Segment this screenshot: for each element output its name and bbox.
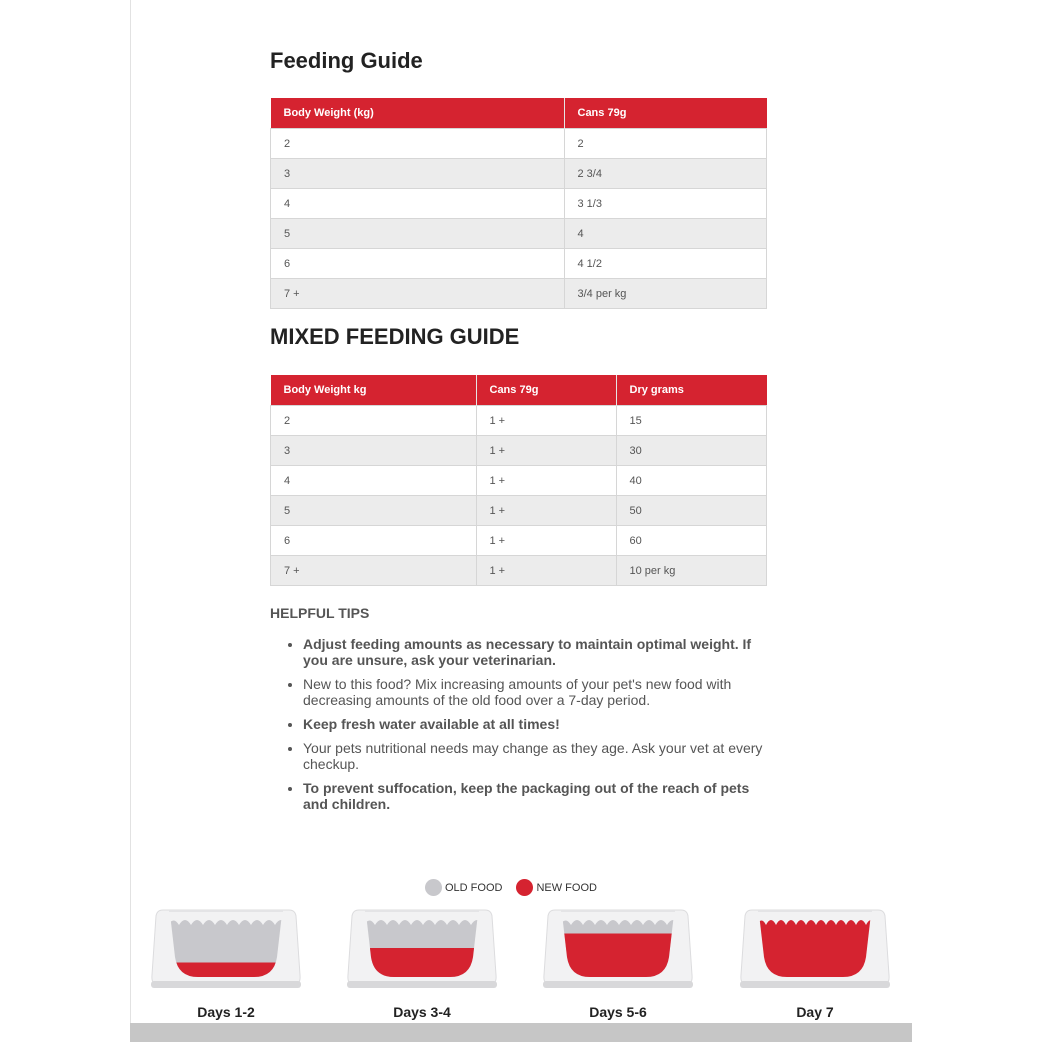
table-cell: 1 + bbox=[476, 406, 616, 436]
table-row bbox=[271, 159, 767, 189]
table-header-row bbox=[271, 98, 767, 129]
table-cell: 1 + bbox=[476, 526, 616, 556]
table-cell: 5 bbox=[271, 496, 477, 526]
table-cell: 3 1/3 bbox=[564, 189, 767, 219]
table-cell: 2 bbox=[271, 406, 477, 436]
table-cell: 2 3/4 bbox=[564, 159, 767, 189]
feeding-guide-table bbox=[270, 98, 767, 309]
mixed-feeding-guide-title: MIXED FEEDING GUIDE bbox=[270, 324, 520, 349]
food-bowl-1 bbox=[149, 905, 303, 993]
legend-label: NEW FOOD bbox=[536, 881, 597, 894]
table-row bbox=[271, 279, 767, 309]
legend-new-food bbox=[516, 879, 597, 896]
table-cell: 3 bbox=[271, 436, 477, 466]
table-cell: 4 bbox=[271, 189, 565, 219]
table-cell: 7 + bbox=[271, 556, 477, 586]
table-cell: 50 bbox=[616, 496, 767, 526]
bowl-base bbox=[151, 981, 301, 988]
tip-item: • New to this food? Mix increasing amounts of your pet's new food with decreasing amounts of the old food over a 7-day period. bbox=[303, 676, 767, 708]
table-cell: 60 bbox=[616, 526, 767, 556]
table-cell: 2 bbox=[271, 129, 565, 159]
table-cell: 3 bbox=[271, 159, 565, 189]
legend-old-food bbox=[425, 879, 502, 896]
new-food-dot-icon bbox=[516, 879, 533, 896]
header-cell: Dry grams bbox=[616, 375, 767, 406]
table-cell: 5 bbox=[271, 219, 565, 249]
tips-list bbox=[270, 636, 767, 820]
old-food-dot-icon bbox=[425, 879, 442, 896]
table-cell: 4 1/2 bbox=[564, 249, 767, 279]
table-row bbox=[271, 436, 767, 466]
table-cell: 3/4 per kg bbox=[564, 279, 767, 309]
table-cell: 10 per kg bbox=[616, 556, 767, 586]
mixed-feeding-guide-table bbox=[270, 375, 767, 586]
table-cell: 7 + bbox=[271, 279, 565, 309]
table-cell: 2 bbox=[564, 129, 767, 159]
helpful-tips-heading: HELPFUL TIPS bbox=[270, 605, 370, 621]
bowl-base bbox=[543, 981, 693, 988]
table-cell: 1 + bbox=[476, 466, 616, 496]
header-cell: Body Weight (kg) bbox=[271, 98, 565, 129]
table-row bbox=[271, 496, 767, 526]
bowl-base bbox=[740, 981, 890, 988]
feeding-guide-title: Feeding Guide bbox=[270, 48, 423, 73]
table-header-row bbox=[271, 375, 767, 406]
table-cell: 4 bbox=[564, 219, 767, 249]
table-row bbox=[271, 466, 767, 496]
table-cell: 15 bbox=[616, 406, 767, 436]
table-cell: 30 bbox=[616, 436, 767, 466]
table-row bbox=[271, 249, 767, 279]
header-cell: Body Weight kg bbox=[271, 375, 477, 406]
bowl-label: Day 7 bbox=[796, 1004, 834, 1020]
table-cell: 1 + bbox=[476, 496, 616, 526]
table-row bbox=[271, 406, 767, 436]
new-food-fill bbox=[752, 920, 878, 977]
table-cell: 40 bbox=[616, 466, 767, 496]
table-row bbox=[271, 556, 767, 586]
tip-item: • Adjust feeding amounts as necessary to maintain optimal weight. If you are unsure, ask your veterinarian. bbox=[303, 636, 767, 668]
food-bowl-3 bbox=[541, 905, 695, 993]
table-row bbox=[271, 526, 767, 556]
table-cell: 4 bbox=[271, 466, 477, 496]
table-row bbox=[271, 219, 767, 249]
bowl-base bbox=[347, 981, 497, 988]
tip-item: • Your pets nutritional needs may change as they age. Ask your vet at every checkup. bbox=[303, 740, 767, 772]
table-row bbox=[271, 189, 767, 219]
table-cell: 6 bbox=[271, 526, 477, 556]
table-cell: 6 bbox=[271, 249, 565, 279]
bowl-label: Days 5-6 bbox=[589, 1004, 647, 1020]
food-bowl-4 bbox=[738, 905, 892, 993]
tip-item: • Keep fresh water available at all times! bbox=[303, 716, 767, 732]
table-cell: 1 + bbox=[476, 436, 616, 466]
header-cell: Cans 79g bbox=[564, 98, 767, 129]
food-legend bbox=[425, 879, 611, 896]
food-bowl-2 bbox=[345, 905, 499, 993]
bowl-label: Days 3-4 bbox=[393, 1004, 451, 1020]
table-cell: 1 + bbox=[476, 556, 616, 586]
table-row bbox=[271, 129, 767, 159]
legend-label: OLD FOOD bbox=[445, 881, 503, 894]
bottom-bar bbox=[130, 1023, 912, 1042]
bowl-label: Days 1-2 bbox=[197, 1004, 255, 1020]
tip-item: • To prevent suffocation, keep the packaging out of the reach of pets and children. bbox=[303, 780, 767, 812]
header-cell: Cans 79g bbox=[476, 375, 616, 406]
